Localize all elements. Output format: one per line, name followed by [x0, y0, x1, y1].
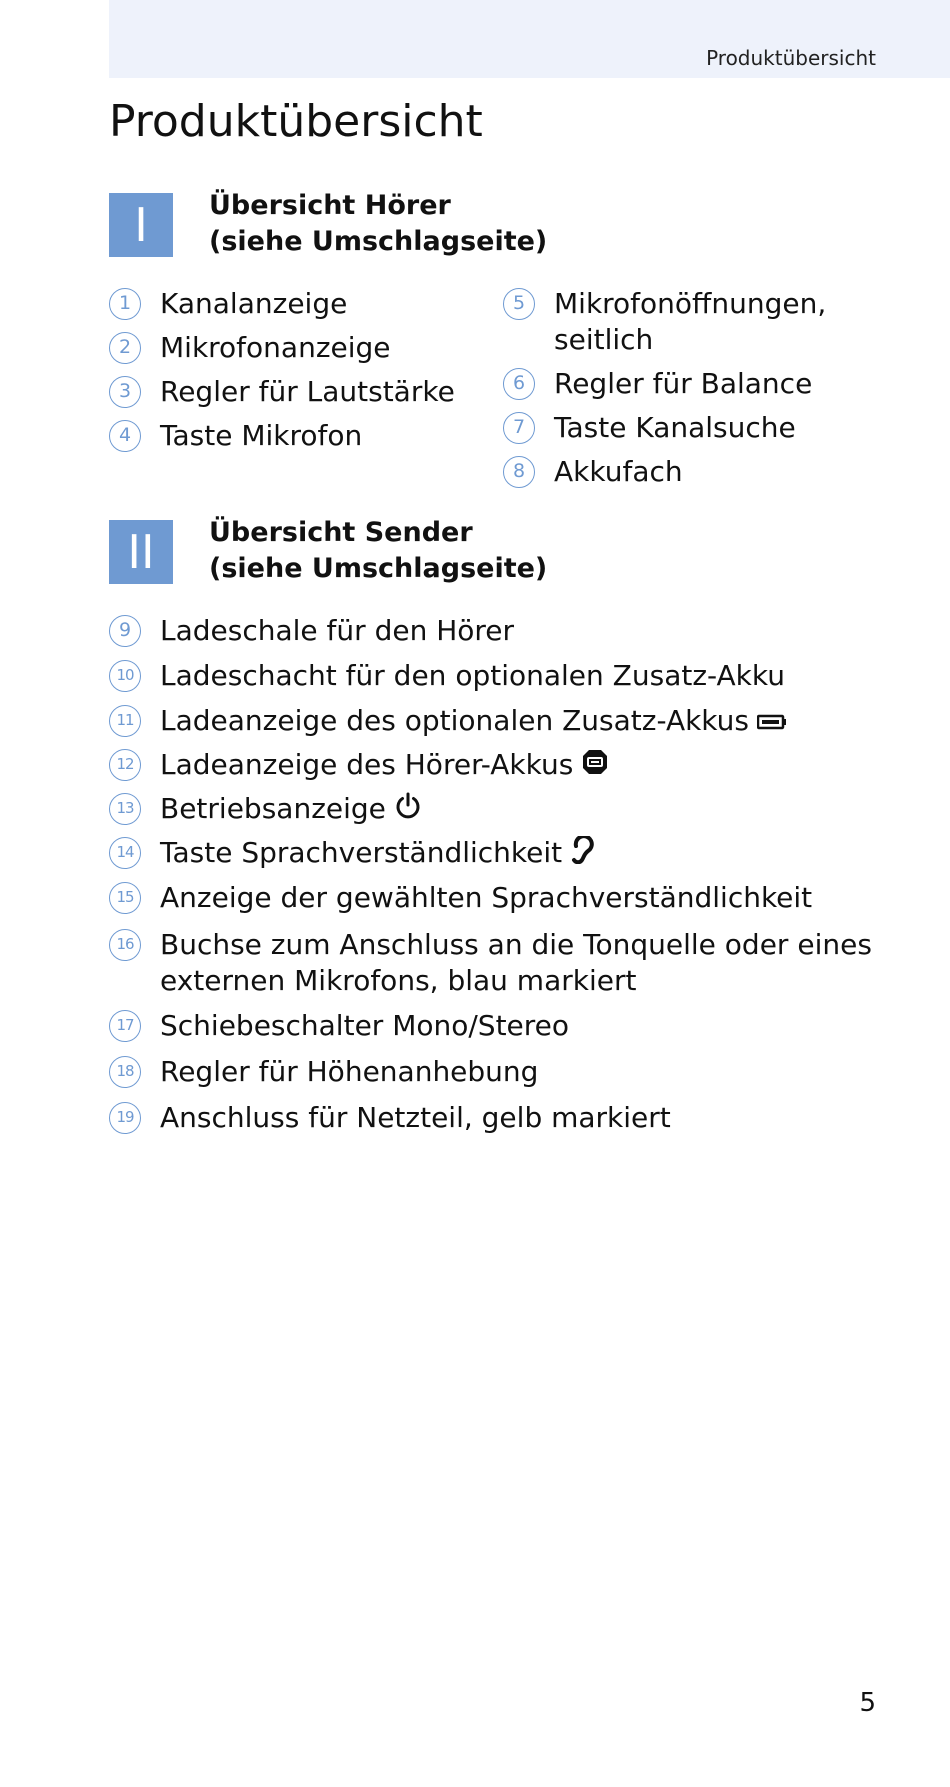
- item-number: 19: [109, 1102, 141, 1134]
- item-label: Akkufach: [554, 455, 683, 488]
- item-label: Buchse zum Anschluss an die Tonquelle oder eines: [160, 928, 872, 961]
- item-label: [160, 747, 609, 785]
- item-label: [160, 791, 422, 829]
- section-1-heading-line1: Übersicht Hörer: [209, 190, 451, 221]
- section-marker-2: II: [109, 520, 173, 584]
- item-number: 4: [109, 420, 141, 452]
- item-label: Anschluss für Netzteil, gelb markiert: [160, 1101, 671, 1134]
- item-label: Kanalanzeige: [160, 287, 348, 320]
- item-number: 10: [109, 660, 141, 692]
- item-number: 3: [109, 376, 141, 408]
- section-1-heading: [209, 188, 547, 260]
- item-number: 12: [109, 749, 141, 781]
- section-2-heading-line2: (siehe Umschlagseite): [209, 553, 548, 584]
- receiver-battery-icon: [581, 748, 609, 785]
- section-2-heading: [209, 515, 547, 587]
- item-label-text: Ladeanzeige des optionalen Zusatz-Akkus: [160, 704, 749, 737]
- item-number: 13: [109, 793, 141, 825]
- running-header-title: Produktübersicht: [706, 46, 876, 70]
- item-number: 8: [503, 456, 535, 488]
- section-1-heading-line2: (siehe Umschlagseite): [209, 226, 548, 257]
- power-icon: [394, 792, 422, 829]
- item-label: Taste Mikrofon: [160, 419, 363, 452]
- item-label-continued: seitlich: [554, 323, 654, 356]
- section-marker-1: I: [109, 193, 173, 257]
- page-title: Produktübersicht: [109, 96, 483, 147]
- item-number: 15: [109, 882, 141, 914]
- item-label: Regler für Höhenanhebung: [160, 1055, 539, 1088]
- item-label: Taste Kanalsuche: [554, 411, 796, 444]
- section-2-heading-line1: Übersicht Sender: [209, 517, 473, 548]
- item-label-text: Betriebsanzeige: [160, 792, 386, 825]
- item-label: Ladeschacht für den optionalen Zusatz-Akku: [160, 659, 785, 692]
- ear-icon: [570, 836, 594, 873]
- item-number: 1: [109, 288, 141, 320]
- item-label: [160, 835, 594, 873]
- item-label-text: Ladeanzeige des Hörer-Akkus: [160, 748, 574, 781]
- item-label: Regler für Lautstärke: [160, 375, 455, 408]
- item-label: Mikrofonanzeige: [160, 331, 391, 364]
- item-number: 6: [503, 368, 535, 400]
- battery-icon: [757, 704, 787, 740]
- item-label: Ladeschale für den Hörer: [160, 614, 515, 647]
- item-number: 16: [109, 929, 141, 961]
- item-number: 17: [109, 1010, 141, 1042]
- item-label: Anzeige der gewählten Sprachverständlichkeit: [160, 881, 813, 914]
- item-label-text: Taste Sprachverständlichkeit: [160, 836, 563, 869]
- item-label-continued: externen Mikrofons, blau markiert: [160, 964, 637, 997]
- item-label: [160, 703, 787, 740]
- item-number: 2: [109, 332, 141, 364]
- running-header: [109, 0, 950, 78]
- item-label: Schiebeschalter Mono/Stereo: [160, 1009, 570, 1042]
- item-number: 9: [109, 615, 141, 647]
- item-number: 18: [109, 1056, 141, 1088]
- item-number: 14: [109, 837, 141, 869]
- item-number: 11: [109, 705, 141, 737]
- item-number: 5: [503, 288, 535, 320]
- item-label: Mikrofonöffnungen,: [554, 287, 827, 320]
- item-number: 7: [503, 412, 535, 444]
- page-number: 5: [859, 1688, 876, 1718]
- item-label: Regler für Balance: [554, 367, 813, 400]
